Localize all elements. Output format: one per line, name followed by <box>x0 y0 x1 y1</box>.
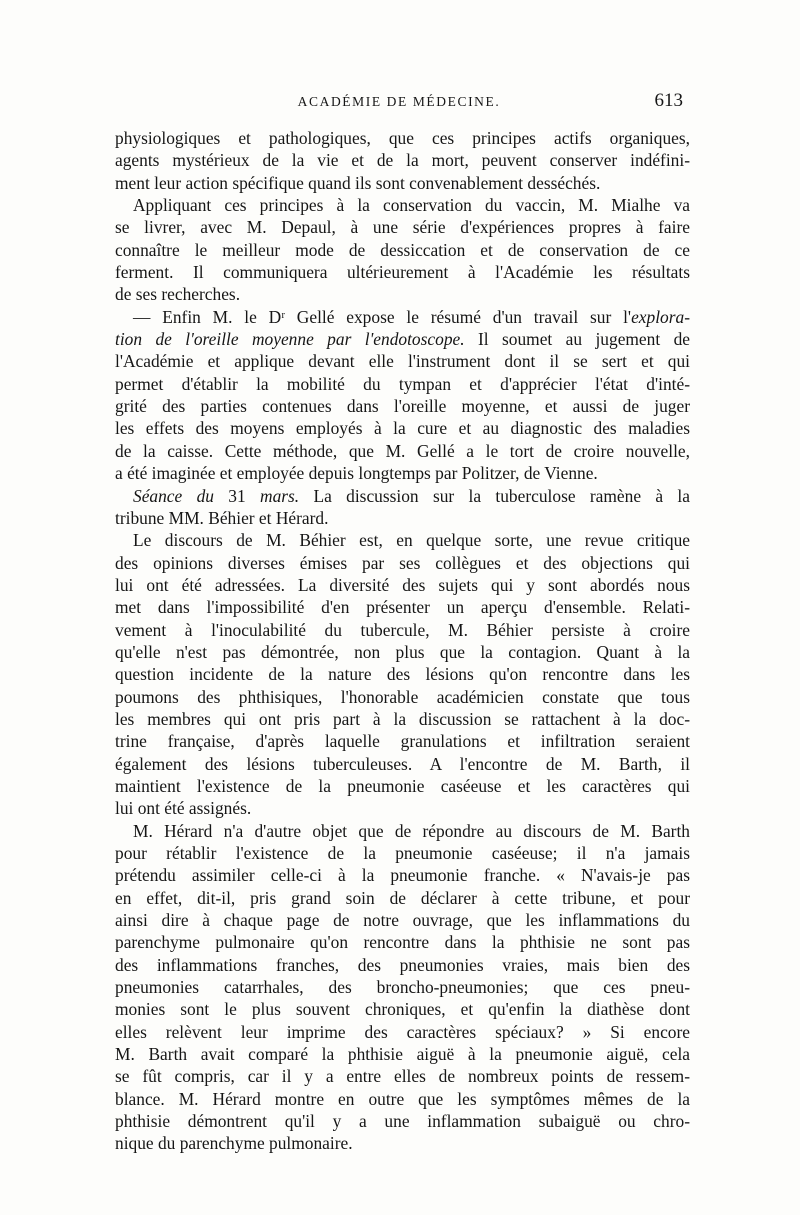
body-text <box>115 127 690 1155</box>
text-line: pneumonies catarrhales, des broncho-pneumonies; que ces pneu- <box>115 977 690 998</box>
text-line: poumons des phthisiques, l'honorable académicien constate que tous <box>115 686 690 707</box>
text-line: prétendu assimiler celle-ci à la pneumonie franche. « N'avais-je pas <box>115 865 690 886</box>
running-title: ACADÉMIE DE MÉDECINE. <box>297 94 501 109</box>
text-line: M. Barth avait comparé la phthisie aiguë à la pneumonie aiguë, cela <box>115 1044 690 1065</box>
text-line: en effet, dit-il, pris grand soin de déclarer à cette tribune, et pour <box>115 887 690 908</box>
text-line: agents mystérieux de la vie et de la mort, peuvent conserver indéfini- <box>115 150 690 171</box>
text-line: permet d'établir la mobilité du tympan et d'apprécier l'état d'inté- <box>115 373 690 394</box>
text-line: ainsi dire à chaque page de notre ouvrage, que les inflammations du <box>115 910 690 931</box>
text-line: lui ont été adressées. La diversité des sujets qui y sont abordés nous <box>115 574 690 595</box>
text-line: des opinions diverses émises par ses collègues et des objections qui <box>115 552 690 573</box>
page-header <box>115 90 683 124</box>
page-number: 613 <box>654 90 683 111</box>
text-line: lui ont été assignés. <box>115 798 252 819</box>
text-line: se livrer, avec M. Depaul, à une série d'expériences propres à faire <box>115 217 690 238</box>
text-line: Séance du 31 mars. La discussion sur la tuberculose ramène à la <box>133 485 690 506</box>
text-line: elles relèvent leur imprime des caractères spéciaux? » Si encore <box>115 1021 690 1042</box>
text-line: de ses recherches. <box>115 284 241 305</box>
text-line: vement à l'inoculabilité du tubercule, M. Béhier persiste à croire <box>115 619 690 640</box>
text-line: les membres qui ont pris part à la discussion se rattachent à la doc- <box>115 708 690 729</box>
text-line: ment leur action spécifique quand ils sont convenablement desséchés. <box>115 172 601 193</box>
text-line: met dans l'impossibilité d'en présenter un aperçu d'ensemble. Relati- <box>115 597 690 618</box>
text-line: physiologiques et pathologiques, que ces principes actifs organiques, <box>115 128 690 148</box>
text-line: qu'elle n'est pas démontrée, non plus que la contagion. Quant à la <box>115 641 690 662</box>
text-line: parenchyme pulmonaire qu'on rencontre dans la phthisie ne sont pas <box>115 932 690 953</box>
text-line: les effets des moyens employés à la cure et au diagnostic des maladies <box>115 418 690 439</box>
text-line: connaître le meilleur mode de dessiccation et de conservation de ce <box>115 239 690 260</box>
text-line: grité des parties contenues dans l'oreille moyenne, et aussi de juger <box>115 396 690 417</box>
text-line: l'Académie et applique devant elle l'instrument dont il se sert et qui <box>115 351 690 372</box>
text-line: également des lésions tuberculeuses. A l'encontre de M. Barth, il <box>115 753 690 774</box>
text-line: des inflammations franches, des pneumonies vraies, mais bien des <box>115 954 690 975</box>
text-line: blance. M. Hérard montre en outre que les symptômes mêmes de la <box>115 1088 690 1109</box>
text-line: Appliquant ces principes à la conservation du vaccin, M. Mialhe va <box>133 195 690 216</box>
text-line: pour rétablir l'existence de la pneumonie caséeuse; il n'a jamais <box>115 843 690 863</box>
text-line: M. Hérard n'a d'autre objet que de répondre au discours de M. Barth <box>133 820 690 841</box>
text-line: maintient l'existence de la pneumonie caséeuse et les caractères qui <box>115 775 690 796</box>
text-line: se fût compris, car il y a entre elles de nombreux points de ressem- <box>115 1066 690 1087</box>
text-line: trine française, d'après laquelle granulations et infiltration seraient <box>115 731 690 752</box>
text-line: phthisie démontrent qu'il y a une inflammation subaiguë ou chro- <box>115 1111 690 1132</box>
text-line: question incidente de la nature des lésions qu'on rencontre dans les <box>115 664 690 685</box>
text-line: monies sont le plus souvent chroniques, et qu'enfin la diathèse dont <box>115 999 690 1020</box>
text-line: de la caisse. Cette méthode, que M. Gellé a le tort de croire nouvelle, <box>115 440 690 461</box>
text-line: ferment. Il communiquera ultérieurement à l'Académie les résultats <box>115 262 690 283</box>
text-line: — Enfin M. le Dʳ Gellé expose le résumé d'un travail sur l'explora- <box>133 306 690 327</box>
text-line: tion de l'oreille moyenne par l'endotoscope. Il soumet au jugement de <box>115 329 690 350</box>
text-line: tribune MM. Béhier et Hérard. <box>115 507 329 528</box>
text-line: a été imaginée et employée depuis longtemps par Politzer, de Vienne. <box>115 463 598 484</box>
text-line: Le discours de M. Béhier est, en quelque sorte, une revue critique <box>133 530 690 551</box>
text-line: nique du parenchyme pulmonaire. <box>115 1133 353 1154</box>
